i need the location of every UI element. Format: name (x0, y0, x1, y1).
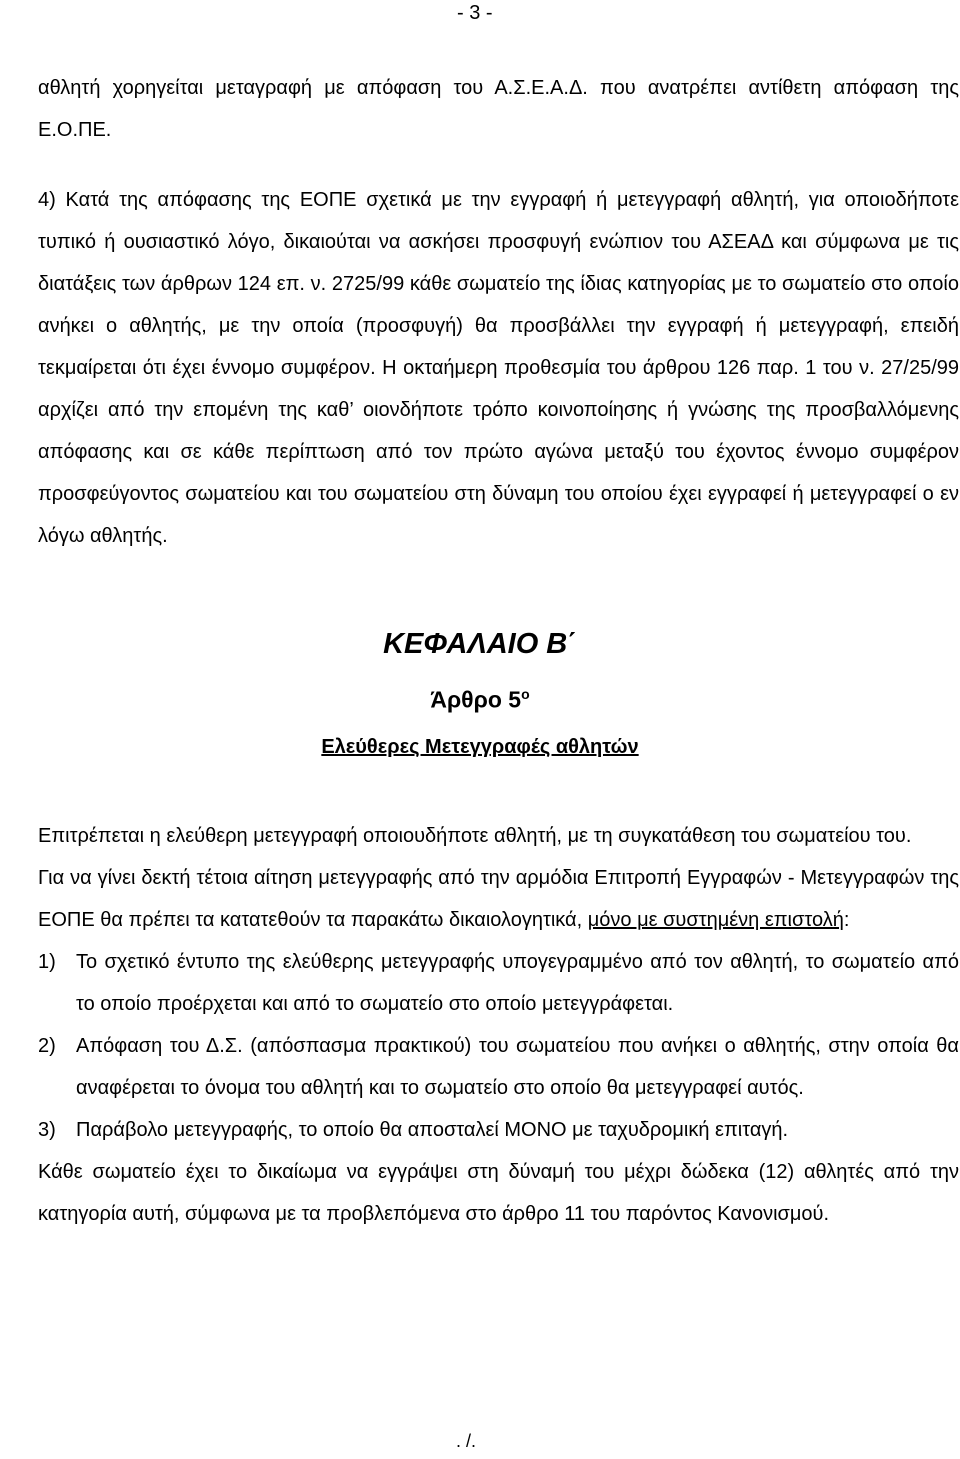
list-item-number: 1) (38, 951, 56, 973)
continuation-mark: . /. (456, 1431, 477, 1451)
list-item-text: Το σχετικό έντυπο της ελεύθερης μετεγγραφής υπογεγραμμένο από τον αθλητή, το σωματείο από το οποίο προέρχεται και από το σωματείο στο οποίο μετεγγράφεται. (76, 951, 959, 1015)
list-item-text: Απόφαση του Δ.Σ. (απόσπασμα πρακτικού) του σωματείου που ανήκει ο αθλητής, στην οποία θα αναφέρεται το όνομα του αθλητή και το σωματείο στο οποίο θα μετεγγραφεί αυτός. (76, 1035, 959, 1099)
page-number: - 3 - (457, 2, 493, 24)
article-title: Ελεύθερες Μετεγγραφές αθλητών (321, 736, 639, 758)
paragraph-4 (38, 179, 959, 557)
body-paragraph-2-end: : (843, 909, 850, 931)
article-sup: ο (521, 686, 530, 702)
paragraph-4-text: 4) Κατά της απόφασης της ΕΟΠΕ σχετικά με την εγγραφή ή μετεγγραφή αθλητή, για οποιοδήποτε τυπικό ή ουσιαστικό λόγο, δικαιούται να ασκήσει προσφυγή ενώπιον του ΑΣΕΑΔ και σύμφωνα με τις διατάξεις των άρθρων 124 επ. ν. 2725/99 κάθε σωματείο της ίδιας κατηγορίας με το σωματείο στο οποίο ανήκει ο αθλητής, με την οποία (προσφυγή) θα προσβάλλει την εγγραφή ή μετεγγραφή, επειδή τεκμαίρεται ότι έχει έννομο συμφέρον. Η οκταήμερη προθεσμία του άρθρου 126 παρ. 1 του ν. 27/25/99 αρχίζει από την επομένη της καθ’ οιονδήποτε τρόπο κοινοποίησης ή γνώσης της προσβαλλόμενης απόφασης και σε κάθε περίπτωση από τον πρώτο αγώνα μεταξύ του έχοντος έννομο συμφέρον προσφεύγοντος σωματείου και του σωματείου στη δύναμη του οποίου έχει εγγραφεί ή μετεγγραφεί ο εν λόγω αθλητής. (38, 189, 959, 547)
list-item (38, 941, 959, 1025)
body-paragraph-3: Κάθε σωματείο έχει το δικαίωμα να εγγράψει στη δύναμή του μέχρι δώδεκα (12) αθλητές από την κατηγορία αυτή, σύμφωνα με τα προβλεπόμενα στο άρθρο 11 του παρόντος Κανονισμού. (38, 1161, 959, 1225)
list-item-text: Παράβολο μετεγγραφής, το οποίο θα αποσταλεί ΜΟΝΟ με ταχυδρομική επιταγή. (76, 1119, 789, 1141)
list-item (38, 1025, 959, 1109)
body-paragraph-2 (38, 857, 959, 941)
list-item (38, 1109, 959, 1151)
registered-mail-emphasis: μόνο με συστημένη επιστολή (587, 909, 844, 931)
intro-text: αθλητή χορηγείται μεταγραφή με απόφαση του Α.Σ.Ε.Α.Δ. που ανατρέπει αντίθετη απόφαση της Ε.Ο.ΠΕ. (38, 77, 959, 141)
article-label: Άρθρο 5 (430, 686, 522, 713)
body-paragraph-2-start: Για να γίνει δεκτή τέτοια αίτηση μετεγγραφής από την αρμόδια Επιτροπή Εγγραφών - Μετεγγραφών της ΕΟΠΕ θα πρέπει τα κατατεθούν τα παρακάτω δικαιολογητικά, (38, 867, 959, 931)
list-item-number: 2) (38, 1035, 56, 1057)
body-paragraph-1: Επιτρέπεται η ελεύθερη μετεγγραφή οποιουδήποτε αθλητή, με τη συγκατάθεση του σωματείου του. (38, 825, 912, 847)
chapter-heading: ΚΕΦΑΛΑΙΟ Β΄ (383, 628, 577, 660)
list-item-number: 3) (38, 1119, 56, 1141)
article-body (38, 815, 959, 1235)
article-heading (0, 686, 960, 714)
intro-paragraph (38, 67, 959, 151)
